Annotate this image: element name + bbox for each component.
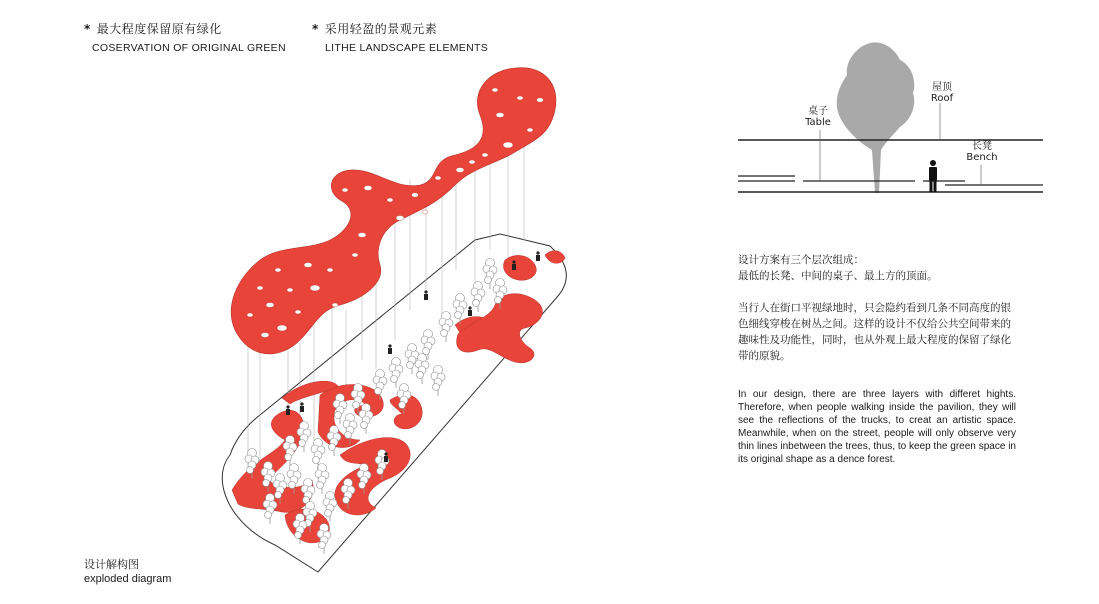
table-label	[794, 106, 842, 128]
description-cn-para-line: 色细线穿梭在树丛之间。这样的设计不仅给公共空间带来的	[738, 318, 1011, 330]
table-label-en: Table	[805, 117, 831, 128]
person-icon	[929, 160, 937, 192]
roof-label-cn: 屋顶	[932, 82, 952, 93]
legend-item-1	[84, 20, 286, 54]
roof-label	[918, 82, 966, 104]
bench-label	[958, 141, 1006, 163]
description-cn-para-line: 当行人在街口平视绿地时，只会隐约看到几条不同高度的银	[738, 302, 1011, 314]
roof-label-en: Roof	[930, 93, 954, 104]
legend-item-2-en: LITHE LANDSCAPE ELEMENTS	[325, 42, 488, 54]
tree-silhouette	[837, 42, 915, 193]
description-cn-para-line: 趣味性及功能性，同时，也从外观上最大程度的保留了绿化	[738, 334, 1011, 346]
table-label-cn: 桌子	[808, 106, 828, 117]
diagram-caption	[84, 556, 171, 585]
legend-item-2	[312, 20, 488, 54]
bench-label-en: Bench	[966, 152, 998, 163]
legend-item-1-cn: 最大程度保留原有绿化	[96, 22, 222, 36]
legend-item-2-cn: 采用轻盈的景观元素	[324, 22, 438, 36]
bullet-1: *	[84, 22, 91, 36]
bullet-2: *	[312, 22, 319, 36]
description-cn-line2: 最低的长凳、中间的桌子、最上方的顶面。	[738, 270, 938, 282]
caption-cn: 设计解构图	[84, 558, 139, 571]
legend-item-1-en: COSERVATION OF ORIGINAL GREEN	[92, 42, 286, 54]
description-en-paragraph: In our design, there are three layers with differet hights. Therefore, when people walking inside the pavilion, they will see the reflections of the trucks, to creat an artistic space. Meanwhile, when on the street, people will only observe very thin lines inbetween the trees, thus, to keep the green space in its original shape as a dence forest.	[738, 389, 1016, 465]
description-cn-para-line: 带的原貌。	[738, 350, 791, 362]
description-cn-line1: 设计方案有三个层次组成：	[738, 254, 864, 266]
description-intro	[738, 252, 1038, 284]
section-diagram	[735, 35, 1045, 200]
bench-label-cn: 长凳	[972, 141, 992, 152]
caption-en: exploded diagram	[84, 573, 172, 585]
description-cn-paragraph	[738, 300, 1028, 364]
exploded-diagram	[190, 60, 610, 580]
